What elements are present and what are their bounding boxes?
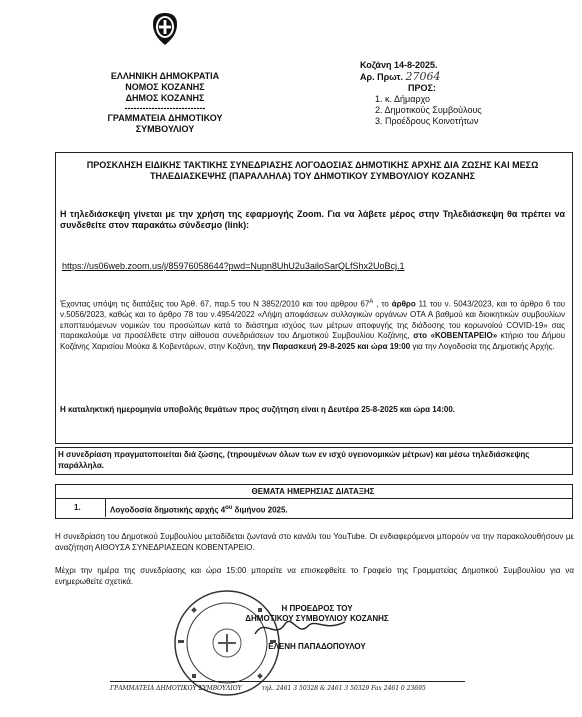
signature-title-2: ΔΗΜΟΤΙΚΟΥ ΣΥΜΒΟΥΛΙΟΥ ΚΟΖΑΝΗΣ [245, 614, 389, 623]
invitation-title: ΠΡΟΣΚΛΗΣΗ ΕΙΔΙΚΗΣ ΤΑΚΤΙΚΗΣ ΣΥΝΕΔΡΙΑΣΗΣ ΛΟΓΟΔΟΣΙΑΣ ΔΗΜΟΤΙΚΗΣ ΑΡΧΗΣ ΔΙΑ ΖΩΣΗΣ ΚΑΙ ΜΕΣΩ ΤΗΛΕΔΙΑΣΚΕΨΗΣ (ΠΑΡΑΛΛΗΛΑ) ΤΟΥ ΔΗΜΟΤΙΚΟΥ ΣΥΜΒΟΥΛΙΟΥ ΚΟΖΑΝΗΣ [86, 160, 539, 181]
header-prefecture: ΝΟΜΟΣ ΚΟΖΑΝΗΣ [125, 82, 205, 92]
agenda-column-divider [105, 498, 106, 517]
body-text-1: Έχοντας υπόψη τις διατάξεις του Άρθ. 67, παρ.5 του Ν 3852/2010 και του αρθρου 67 [60, 299, 370, 309]
youtube-note: Η συνεδρίαση του Δημοτικού Συμβουλίου μεταδίδεται ζωντανά στο κανάλι του YouTube. Οι ενδιαφερόμενοι μπορούν να την παρακολουθήσουν με αναζήτηση ΑΙΘΟΥΣΑ ΣΥΝΕΔΡΙΑΣΕΩΝ ΚΟΒΕΝΤΑΡΕΙΟ. [55, 532, 574, 552]
body-text-2: , το [373, 299, 392, 309]
handwritten-signature-icon [250, 612, 350, 642]
protocol-line [360, 71, 560, 83]
body-bold-1: άρθρο [391, 299, 416, 309]
header-right [360, 60, 560, 127]
recipient-1: 1. κ. Δήμαρχο [375, 94, 431, 104]
agenda-item-sup: ου [225, 505, 233, 511]
footer [110, 685, 470, 693]
agenda-item-text-b: διμήνου 2025. [232, 505, 288, 515]
recipient-3: 3. Προέδρους Κοινοτήτων [375, 116, 479, 126]
greek-emblem-icon [150, 12, 180, 46]
header-republic: ΕΛΛΗΝΙΚΗ ΔΗΜΟΚΡΑΤΙΑ [110, 71, 220, 81]
agenda-item-text-a: Λογοδοσία δημοτικής αρχής 4 [110, 505, 226, 515]
header-department-2: ΣΥΜΒΟΥΛΙΟΥ [135, 124, 195, 134]
recipient-2: 2. Δημοτικούς Συμβούλους [375, 105, 482, 115]
body-sup: Α [369, 299, 374, 305]
signatory-name: ΕΛΕΝΗ ΠΑΠΑΔΟΠΟΥΛΟΥ [268, 642, 366, 651]
body-bold-2: στο «ΚΟΒΕΝΤΑΡΕΙΟ» [413, 331, 498, 341]
agenda-header-divider [55, 498, 572, 499]
footer-contact: τηλ. 2461 3 50328 & 2461 3 50329 Fax 2461 0 23695 [261, 685, 426, 692]
zoom-link-anchor[interactable]: https://us06web.zoom.us/j/85976058644?pwd=Nupn8UhU2u3ailoSarQLfShx2UoBcj.1 [62, 261, 405, 271]
agenda-header: ΘΕΜΑΤΑ ΗΜΕΡΗΣΙΑΣ ΔΙΑΤΑΞΗΣ [251, 487, 375, 496]
header-municipality: ΔΗΜΟΣ ΚΟΖΑΝΗΣ [125, 93, 205, 103]
body-text-4: κτήριο του Δήμου Κοζάνης Χαρισίου Μούκα & Κοβεντάρων, στην Κοζάνη, [60, 331, 565, 351]
protocol-number: 27064 [405, 70, 441, 83]
invitation-body [60, 297, 565, 352]
session-note: Η συνεδρίαση πραγματοποιείται διά ζώσης, (τηρουμένων όλων των εν ισχύ υγειονομικών μέτρων) και μέσω τηλεδιάσκεψης παράλληλα. [58, 450, 530, 470]
document-date: Κοζάνη 14-8-2025. [360, 60, 438, 70]
protocol-label: Αρ. Πρωτ. [360, 72, 404, 82]
header-authority [60, 71, 270, 135]
agenda-item-text [110, 503, 560, 516]
agenda-item-number: 1. [74, 503, 81, 512]
zoom-link[interactable] [62, 261, 567, 272]
recipients-label: ΠΡΟΣ: [408, 83, 436, 93]
deadline-note: Η καταληκτική ημερομηνία υποβολής θεμάτων προς συζήτηση είναι η Δευτέρα 25-8-2025 και ώρα 14:00. [60, 405, 455, 414]
signature-title-1: Η ΠΡΟΕΔΡΟΣ ΤΟΥ [281, 604, 353, 613]
body-text-5: για την Λογοδοσία της Δημοτικής Αρχής. [410, 341, 555, 351]
footer-rule [110, 681, 465, 682]
footer-department: ΓΡΑΜΜΑΤΕΙΑ ΔΗΜΟΤΙΚΟΥ ΣΥΜΒΟΥΛΙΟΥ [110, 685, 242, 692]
body-bold-3: την Παρασκευή 29-8-2025 και ώρα 19:00 [257, 341, 411, 351]
header-divider: --------------------------- [124, 103, 206, 113]
header-department: ΓΡΑΜΜΑΤΕΙΑ ΔΗΜΟΤΙΚΟΥ [107, 113, 223, 123]
office-note: Μέχρι την ημέρα της συνεδρίασης και ώρα 15:00 μπορείτε να επισκεφθείτε το Γραφείο της Γραμματείας Δημοτικού Συμβουλίου για να ενημερωθείτε σχετικά. [55, 566, 574, 586]
zoom-instructions: Η τηλεδιάσκεψη γίνεται με την χρήση της εφαρμογής Zoom. Για να λάβετε μέρος στην Τηλεδιάσκεψη θα πρέπει να συνδεθείτε στον παρακάτω σύνδεσμο (link): [60, 209, 565, 230]
body-text-3: 11 του ν. 5043/2023, και το άρθρο 6 του ν.5056/2023, καθώς και το άρθρο 78 του ν.4954/2022 «Λήψη αποφάσεων συλλογικών οργάνων ΟΤΑ Α βαθμού και διοικητικών συμβουλίων εποπτευόμενων νομικών του προσώπων κατά το διάστημα ισχύος των μέτρων αποφυγής της διάδοσης του κορωνοϊού COVID-19» σας παρακαλούμε να προσέλθετε στην αίθουσα συνεδριάσεων του Δημοτικού Συμβουλίου Κοζάνης, [60, 299, 566, 341]
